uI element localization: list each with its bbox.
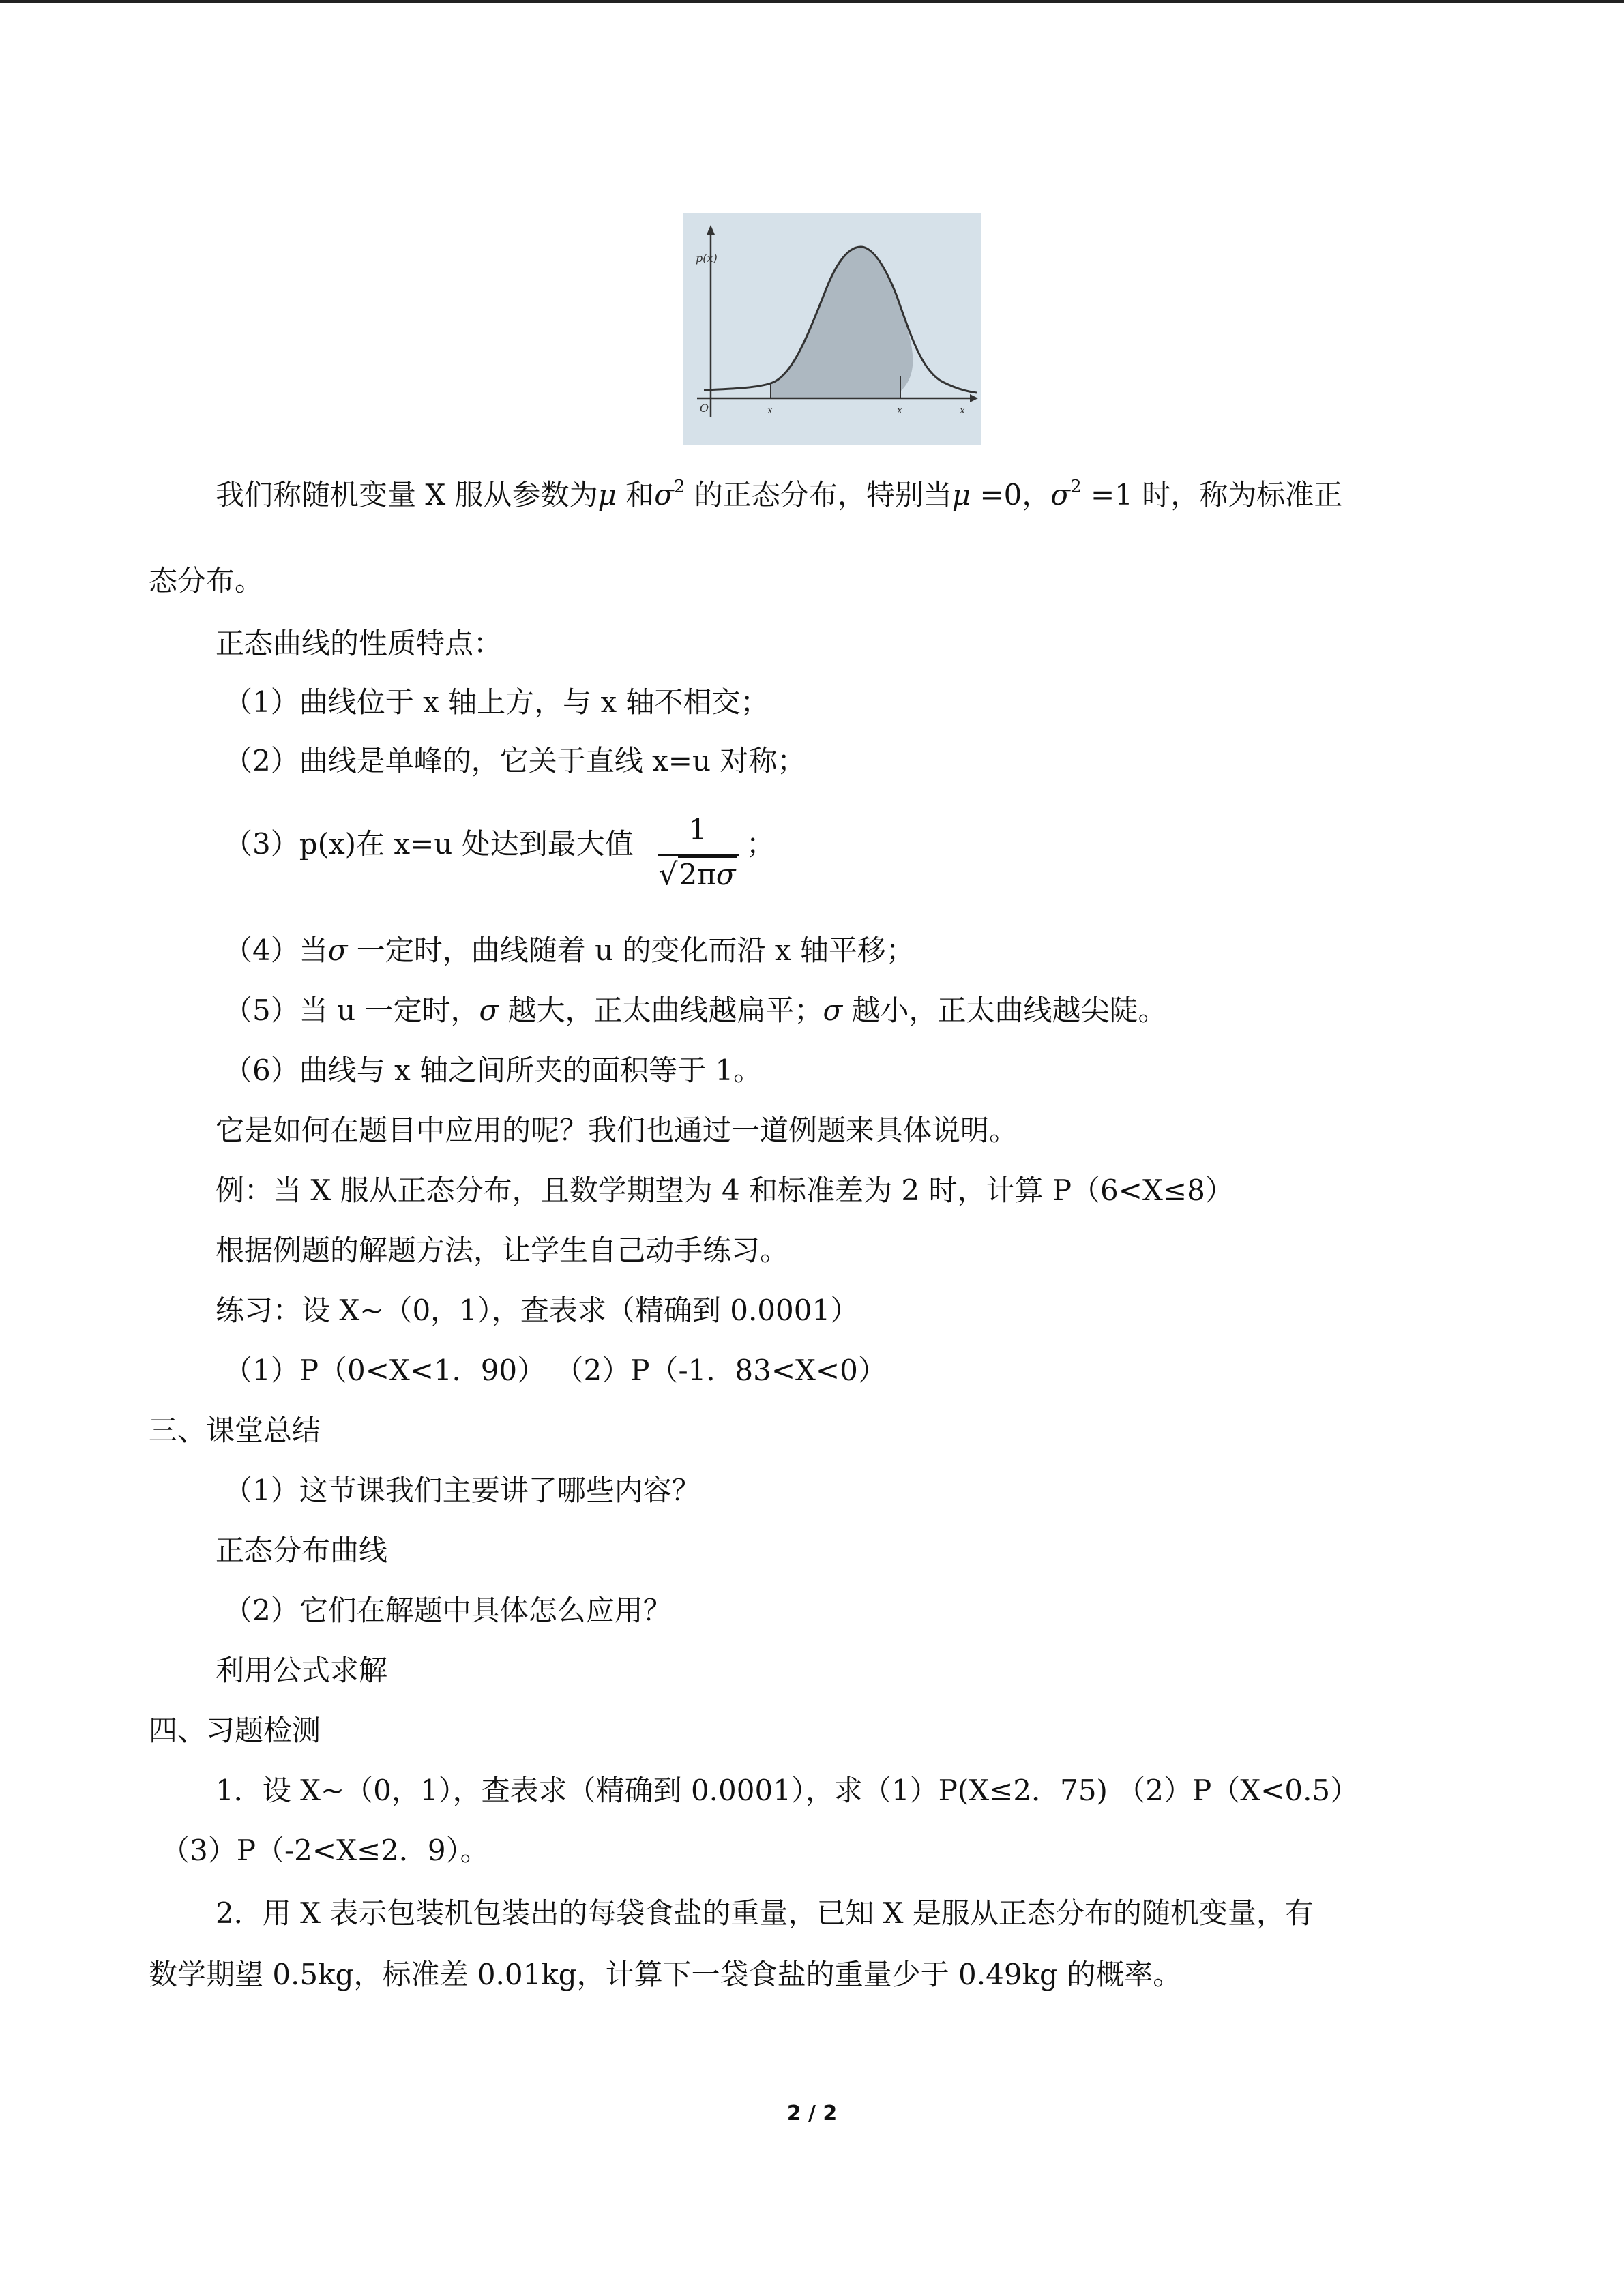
sigma-symbol: σ xyxy=(823,994,843,1027)
normal-curve-figure xyxy=(683,213,981,445)
radical-sign: √ xyxy=(658,857,678,892)
properties-title: 正态曲线的性质特点： xyxy=(216,627,503,660)
text-segment: 和 xyxy=(616,478,655,511)
mu-symbol: μ xyxy=(597,478,617,511)
y-axis-arrow xyxy=(707,225,715,235)
text-segment: 一定时，曲线随着 u 的变化而沿 x 轴平移； xyxy=(347,934,915,967)
property-3 xyxy=(224,826,634,862)
example-problem: 例：当 X 服从正态分布，且数学期望为 4 和标准差为 2 时，计算 P（6<X≤8） xyxy=(216,1174,1234,1207)
text-segment: =0， xyxy=(971,478,1051,511)
square-exponent: 2 xyxy=(1070,477,1082,497)
y-axis-label: p(x) xyxy=(696,252,718,265)
definition-paragraph xyxy=(216,477,1342,513)
exercise-2-line-2: 数学期望 0.5kg，标准差 0.01kg，计算下一袋食盐的重量少于 0.49kg 的概率。 xyxy=(149,1958,1182,1991)
practice-items: （1）P（0<X<1．90） （2）P（-1．83<X<0） xyxy=(224,1354,887,1387)
property-5 xyxy=(224,993,1167,1028)
mu-symbol: μ xyxy=(951,478,971,511)
summary-question-2: （2）它们在解题中具体怎么应用？ xyxy=(224,1594,672,1627)
text-segment: 越大，正太曲线越扁平； xyxy=(499,994,823,1027)
text-segment: 的正态分布，特别当 xyxy=(685,478,952,511)
x-axis-label: x xyxy=(960,405,965,416)
normal-curve-plot xyxy=(683,213,981,445)
text-segment: 我们称随机变量 X 服从参数为 xyxy=(216,478,598,511)
exercise-2-line-1: 2．用 X 表示包装机包装出的每袋食盐的重量，已知 X 是服从正态分布的随机变量，有 xyxy=(216,1896,1314,1930)
text-segment: 越小，正太曲线越尖陡。 xyxy=(842,994,1167,1027)
text-segment: （5）当 u 一定时， xyxy=(224,994,479,1027)
summary-question-1: （1）这节课我们主要讲了哪些内容？ xyxy=(224,1474,700,1507)
page-number: 2 / 2 xyxy=(786,2102,838,2126)
right-tick-label: x xyxy=(897,405,902,416)
radicand-text: 2π xyxy=(679,858,716,891)
definition-paragraph-continued: 态分布。 xyxy=(149,564,264,597)
fraction-numerator: 1 xyxy=(688,813,707,846)
exercise-1-line-2: （3）P（-2<X≤2．9）。 xyxy=(161,1834,489,1867)
text-segment: （3）p(x)在 x=u 处达到最大值 xyxy=(224,827,634,861)
text-segment: （4）当 xyxy=(224,934,328,967)
property-3-end: ； xyxy=(746,827,776,861)
text-segment: =1 时，称为标准正 xyxy=(1081,478,1343,511)
shaded-area xyxy=(771,247,913,398)
page-top-border xyxy=(0,0,1624,3)
section-heading-summary: 三、课堂总结 xyxy=(149,1414,321,1447)
max-value-fraction xyxy=(653,813,742,893)
property-6: （6）曲线与 x 轴之间所夹的面积等于 1。 xyxy=(224,1054,763,1087)
exercise-1-line-1: 1．设 X~（0，1），查表求（精确到 0.0001），求（1）P(X≤2．75) （2）P（X<0.5） xyxy=(216,1774,1359,1807)
property-1: （1）曲线位于 x 轴上方，与 x 轴不相交； xyxy=(224,685,769,719)
x-axis-arrow xyxy=(970,394,978,402)
practice-statement: 练习：设 X~（0，1），查表求（精确到 0.0001） xyxy=(216,1294,859,1327)
radicand xyxy=(678,856,737,891)
origin-label: O xyxy=(700,402,709,415)
sigma-symbol: σ xyxy=(479,994,499,1027)
sigma-symbol: σ xyxy=(715,858,736,891)
left-tick-label: x xyxy=(767,405,773,416)
fraction-denominator xyxy=(653,858,742,892)
section-heading-exercises: 四、习题检测 xyxy=(149,1714,321,1747)
sigma-symbol: σ xyxy=(1050,478,1071,511)
square-exponent: 2 xyxy=(673,477,685,497)
sigma-symbol: σ xyxy=(654,478,674,511)
property-4 xyxy=(224,933,915,968)
property-2: （2）曲线是单峰的，它关于直线 x=u 对称； xyxy=(224,744,806,777)
fraction-bar xyxy=(658,854,739,856)
summary-answer-2: 利用公式求解 xyxy=(216,1654,388,1687)
application-question: 它是如何在题目中应用的呢？我们也通过一道例题来具体说明。 xyxy=(216,1114,1018,1147)
practice-intro: 根据例题的解题方法，让学生自己动手练习。 xyxy=(216,1234,789,1267)
sigma-symbol: σ xyxy=(327,934,348,967)
summary-answer-1: 正态分布曲线 xyxy=(216,1534,388,1567)
